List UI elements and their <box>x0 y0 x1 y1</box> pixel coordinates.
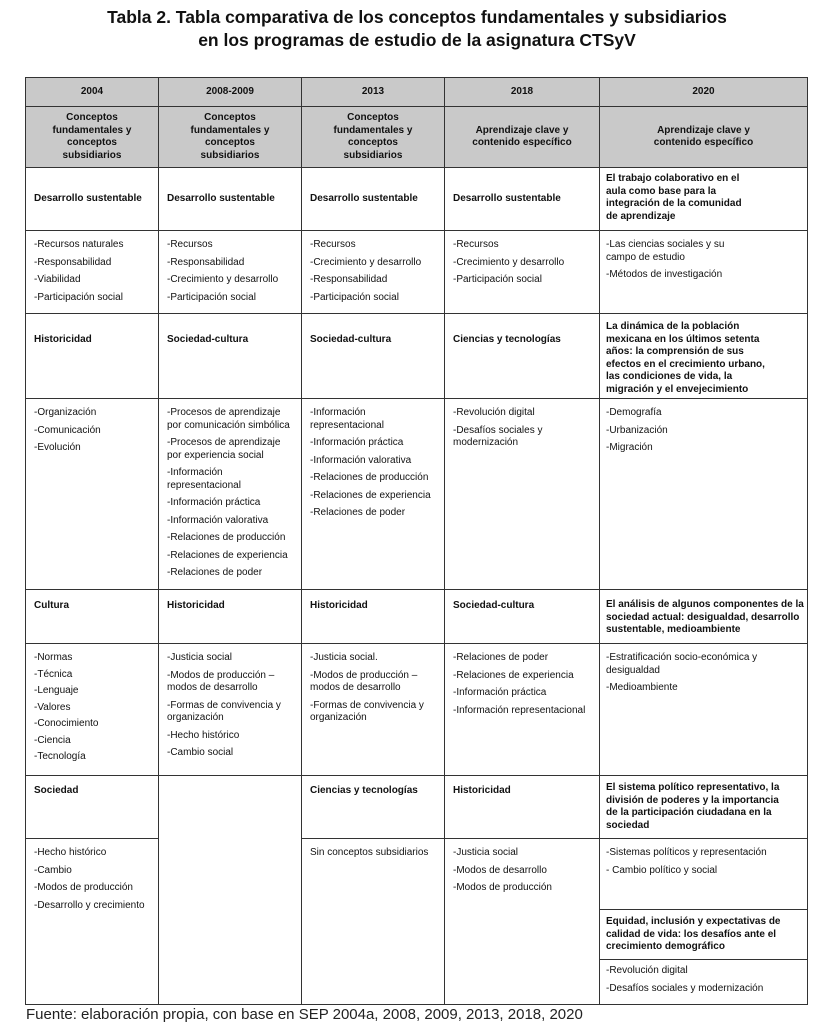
subheader-2020 <box>600 107 808 168</box>
subsidiary-item: -Participación social <box>167 291 256 303</box>
subsidiary-item: -Participación social <box>453 274 542 285</box>
subsidiary-item: -Modos de desarrollo <box>453 864 547 876</box>
subsidiary-item: -Relaciones de experiencia <box>167 549 288 561</box>
subsidiary-row <box>26 231 808 314</box>
subsidiary-item: -Justicia social <box>453 847 519 858</box>
subsidiary-item: -Crecimiento y desarrollo <box>167 274 279 285</box>
subsidiary-item: -Formas de convivencia y organización <box>167 699 281 723</box>
subsidiary-item: -Información práctica <box>167 497 261 508</box>
subsidiary-item: -Hecho histórico <box>167 729 240 741</box>
concept-cell: Cultura <box>26 590 159 644</box>
subsidiary-item: -Relaciones de poder <box>310 507 406 518</box>
year-header-row <box>26 78 808 107</box>
subsidiary-item: -Información práctica <box>453 687 547 698</box>
subsidiary-item: -Cambio <box>34 864 72 876</box>
concept-cell: Desarrollo sustentable <box>445 168 600 231</box>
subsidiary-item: -Urbanización <box>606 424 668 436</box>
concept-cell: Sociedad-cultura <box>445 590 600 644</box>
subsidiary-cell <box>600 231 808 314</box>
subsidiary-item: -Información valorativa <box>167 514 269 526</box>
subsidiary-item: -Relaciones de experiencia <box>453 669 574 681</box>
subsidiary-item: -Demografía <box>606 407 662 418</box>
subsidiary-item: -Valores <box>34 701 71 713</box>
subsidiary-item: -Ciencia <box>34 734 71 746</box>
subsidiary-item: -Crecimiento y desarrollo <box>310 256 422 268</box>
concept-cell: Desarrollo sustentable <box>302 168 445 231</box>
subsidiary-cell <box>26 644 159 776</box>
subsidiary-item: Sin conceptos subsidiarios <box>310 847 429 858</box>
subsidiary-item: -Formas de convivencia y organización <box>310 699 424 723</box>
subsidiary-item: -Medioambiente <box>606 682 678 693</box>
subsidiary-item: -Cambio social <box>167 747 234 758</box>
comparison-table <box>25 77 808 1005</box>
concept-cell: Ciencias y tecnologías <box>302 776 445 839</box>
concept-cell: Historicidad <box>445 776 600 839</box>
subsidiary-item: -Desafíos sociales y modernización <box>453 424 543 448</box>
subsidiary-item: -Migración <box>606 442 653 453</box>
subsidiary-item: -Información práctica <box>310 437 404 448</box>
subsidiary-item: -Información representacional <box>453 704 586 716</box>
subsidiary-cell <box>445 231 600 314</box>
subsidiary-cell <box>26 839 159 1005</box>
concept-cell <box>600 314 808 399</box>
subsidiary-item: -Participación social <box>310 291 399 303</box>
subsidiary-cell <box>159 399 302 590</box>
concept-cell: Sociedad <box>26 776 159 839</box>
subsidiary-cell <box>600 399 808 590</box>
subsidiary-item: -Recursos <box>310 239 356 250</box>
concept-cell: Historicidad <box>159 590 302 644</box>
subsidiary-item: -Recursos <box>453 239 499 250</box>
subsidiary-item: -Información representacional <box>310 407 384 431</box>
concept-cell: Sociedad-cultura <box>302 314 445 399</box>
title-line-1: Tabla 2. Tabla comparativa de los conceptos fundamentales y subsidiarios <box>107 7 727 27</box>
subsidiary-cell <box>302 231 445 314</box>
subsidiary-item: -Información valorativa <box>310 454 412 466</box>
concept-cell <box>600 776 808 839</box>
subsidiary-item: -Desafíos sociales y modernización <box>606 982 764 994</box>
subheader-text: Conceptos fundamentales y conceptos subsidiarios <box>333 112 413 161</box>
subsidiary-item: -Viabilidad <box>34 274 81 285</box>
concept-row <box>26 590 808 644</box>
subsidiary-item: -Modos de producción <box>453 882 552 893</box>
subsidiary-cell <box>600 644 808 776</box>
subsidiary-item: -Responsabilidad <box>34 256 112 268</box>
subsidiary-item: -Comunicación <box>34 424 101 436</box>
subsidiary-item: -Responsabilidad <box>167 256 245 268</box>
subsidiary-cell <box>302 839 445 1005</box>
concept-row <box>26 168 808 231</box>
subsidiary-item: -Relaciones de poder <box>167 567 263 578</box>
subsidiary-item: -Justicia social. <box>310 652 378 663</box>
subheader-2008 <box>159 107 302 168</box>
subsidiary-item: -Tecnología <box>34 751 86 762</box>
concept-cell <box>600 168 808 231</box>
subsidiary-item: -Recursos naturales <box>34 239 124 250</box>
subsidiary-cell <box>445 644 600 776</box>
subsidiary-item: -Evolución <box>34 442 81 453</box>
concept-text: La dinámica de la población mexicana en los últimos setenta años: la comprensión de sus efectos en el crecimiento urbano, las condiciones de vida, la migración y el envejecimiento <box>606 321 765 395</box>
subsidiary-item: -Desarrollo y crecimiento <box>34 899 145 911</box>
concept-text: El sistema político representativo, la división de poderes y la importancia de la participación ciudadana en la sociedad <box>606 782 780 831</box>
concept-row <box>26 314 808 399</box>
subsidiary-cell <box>159 644 302 776</box>
subsidiary-item: -Métodos de investigación <box>606 269 723 280</box>
concept-cell: Ciencias y tecnologías <box>445 314 600 399</box>
subheader-2004 <box>26 107 159 168</box>
source-note: Fuente: elaboración propia, con base en SEP 2004a, 2008, 2009, 2013, 2018, 2020 <box>26 1006 583 1023</box>
concept-text: Equidad, inclusión y expectativas de calidad de vida: los desafíos ante el crecimiento demográfico <box>606 916 781 952</box>
subsidiary-item: -Modos de producción – modos de desarrollo <box>310 669 418 693</box>
title-line-2: en los programas de estudio de la asignatura CTSyV <box>198 30 636 50</box>
subsidiary-item: -Justicia social <box>167 652 233 663</box>
subsidiary-item: -Estratificación socio-económica y desigualdad <box>606 652 758 676</box>
subsidiary-item: -Revolución digital <box>453 407 535 418</box>
subsidiary-row <box>26 644 808 776</box>
subheader-text: Conceptos fundamentales y conceptos subsidiarios <box>190 112 270 161</box>
subsidiary-cell <box>26 231 159 314</box>
subsidiary-item: - Cambio político y social <box>606 864 718 876</box>
subsidiary-item: -Información representacional <box>167 467 241 491</box>
subheader-2018 <box>445 107 600 168</box>
subsidiary-item: -Relaciones de producción <box>167 532 286 543</box>
subsidiary-cell <box>445 839 600 1005</box>
year-2004: 2004 <box>26 78 159 107</box>
subsidiary-item: -Relaciones de producción <box>310 472 429 483</box>
subheader-text: Conceptos fundamentales y conceptos subsidiarios <box>52 112 132 161</box>
concept-text: El trabajo colaborativo en el aula como base para la integración de la comunidad de aprendizaje <box>606 173 742 222</box>
subsidiary-cell <box>302 399 445 590</box>
concept-cell: Desarrollo sustentable <box>26 168 159 231</box>
subsidiary-item: -Relaciones de experiencia <box>310 489 431 501</box>
subheader-2013 <box>302 107 445 168</box>
subsidiary-item: -Participación social <box>34 291 123 303</box>
column-subheader-row <box>26 107 808 168</box>
year-2013: 2013 <box>302 78 445 107</box>
subsidiary-cell <box>159 231 302 314</box>
subsidiary-cell <box>600 960 808 1005</box>
subheader-text: Aprendizaje clave y contenido específico <box>472 124 572 148</box>
year-2018: 2018 <box>445 78 600 107</box>
subsidiary-item: -Responsabilidad <box>310 274 388 285</box>
concept-text: El análisis de algunos componentes de la sociedad actual: desigualdad, desarrollo sustentable, medioambiente <box>606 599 804 635</box>
subsidiary-item: -Crecimiento y desarrollo <box>453 256 565 268</box>
subsidiary-item: -Conocimiento <box>34 718 99 729</box>
subsidiary-cell <box>26 399 159 590</box>
table-title <box>0 6 834 52</box>
subsidiary-item: -Procesos de aprendizaje por comunicación simbólica <box>167 407 290 431</box>
concept-cell: Desarrollo sustentable <box>159 168 302 231</box>
subsidiary-cell <box>302 644 445 776</box>
subsidiary-row <box>26 399 808 590</box>
subsidiary-item: -Modos de producción – modos de desarrollo <box>167 669 275 693</box>
concept-row <box>26 776 808 839</box>
subsidiary-item: -Modos de producción <box>34 882 133 893</box>
subsidiary-item: -Lenguaje <box>34 685 79 696</box>
subsidiary-item: -Sistemas políticos y representación <box>606 847 767 858</box>
subsidiary-row <box>26 839 808 910</box>
subsidiary-cell <box>445 399 600 590</box>
subsidiary-item: -Relaciones de poder <box>453 652 549 663</box>
subsidiary-item: -Procesos de aprendizaje por experiencia social <box>167 437 281 461</box>
year-2008-2009: 2008-2009 <box>159 78 302 107</box>
empty-cell <box>159 839 302 1005</box>
empty-cell <box>159 776 302 839</box>
subsidiary-item: -Hecho histórico <box>34 847 107 858</box>
subsidiary-item: -Revolución digital <box>606 965 688 976</box>
subsidiary-item: -Recursos <box>167 239 213 250</box>
subsidiary-item: -Las ciencias sociales y su campo de estudio <box>606 239 725 263</box>
concept-cell <box>600 910 808 960</box>
subheader-text: Aprendizaje clave y contenido específico <box>653 124 754 148</box>
subsidiary-item: -Organización <box>34 407 97 418</box>
subsidiary-item: -Técnica <box>34 668 73 680</box>
concept-cell: Historicidad <box>302 590 445 644</box>
concept-cell: Historicidad <box>26 314 159 399</box>
subsidiary-item: -Normas <box>34 652 73 663</box>
concept-cell: Sociedad-cultura <box>159 314 302 399</box>
concept-cell <box>600 590 808 644</box>
year-2020: 2020 <box>600 78 808 107</box>
subsidiary-cell <box>600 839 808 910</box>
